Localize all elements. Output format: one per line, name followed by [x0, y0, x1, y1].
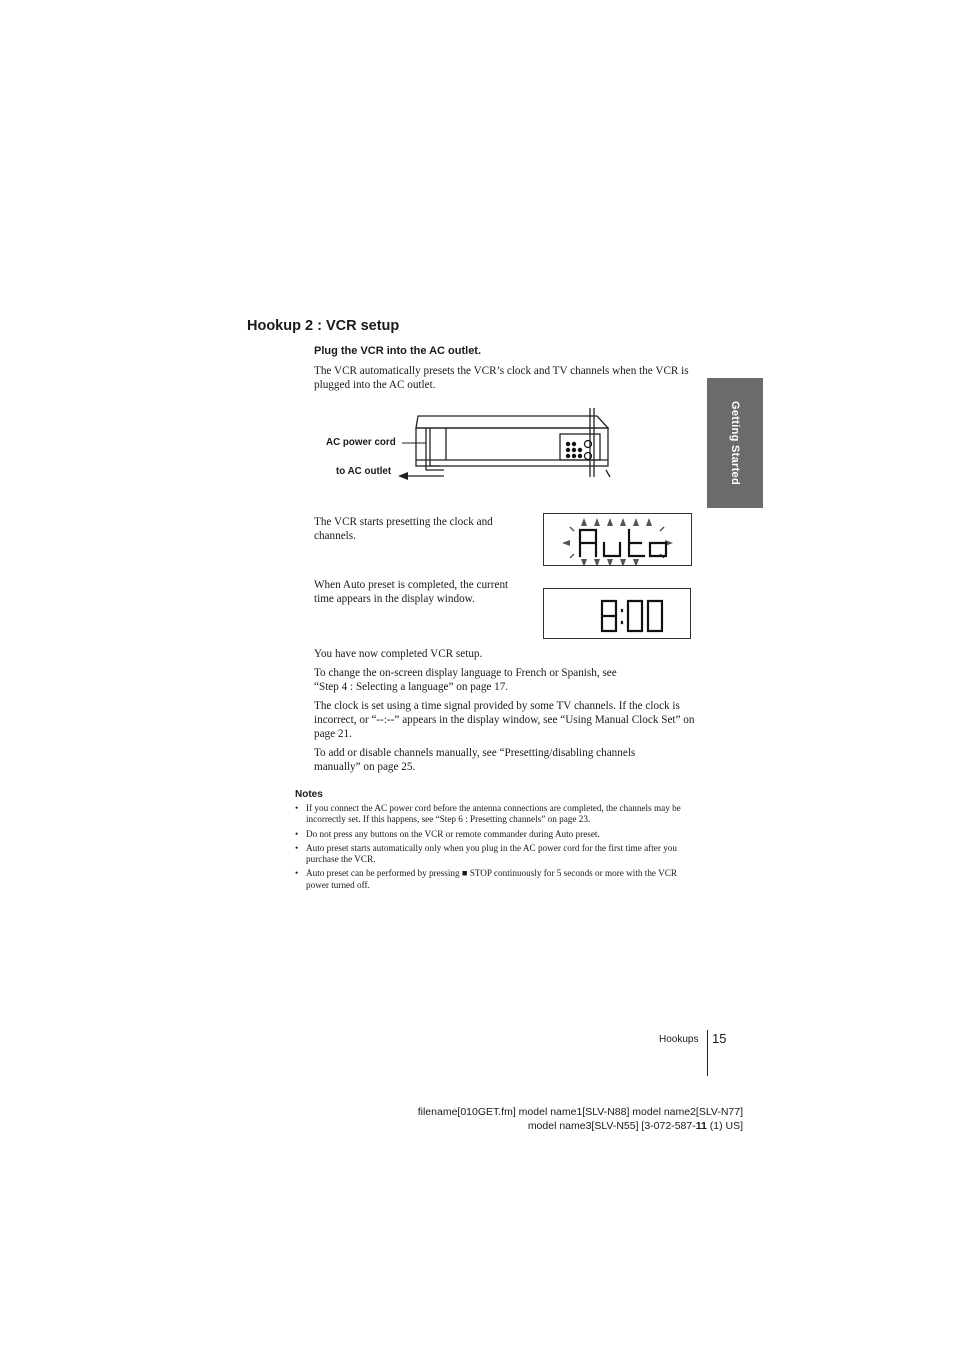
notes-title: Notes: [295, 789, 323, 800]
note-item: • Auto preset can be performed by pressing ■ STOP continuously for 5 seconds or more with the VCR power turned off.: [295, 868, 695, 891]
completion-paragraph: You have now completed VCR setup.: [314, 648, 483, 660]
footer-line-2: [418, 1119, 743, 1133]
page-section-name: Hookups: [659, 1034, 699, 1045]
time-display-graphic: [544, 589, 690, 638]
page-number: 15: [712, 1031, 727, 1046]
step-subheading: Plug the VCR into the AC outlet.: [314, 345, 482, 357]
section-heading: Hookup 2 : VCR setup: [247, 318, 400, 334]
intro-paragraph: The VCR automatically presets the VCR’s clock and TV channels when the VCR is plugged into the AC outlet.: [314, 365, 689, 391]
notes-list: [295, 803, 695, 894]
side-tab-label: Getting Started: [729, 401, 741, 485]
note-item: • If you connect the AC power cord before the antenna connections are completed, the channels may be incorrectly set. If this happens, see “Step 6 : Presetting channels” on page 23.: [295, 803, 695, 826]
time-display-text: When Auto preset is completed, the current time appears in the display window.: [314, 579, 509, 605]
ac-outlet-label: to AC outlet: [336, 466, 392, 477]
footer-line-2-start: model name3[SLV-N55] [3-072-587-: [527, 1120, 696, 1132]
note-item: • Auto preset starts automatically only when you plug in the AC power cord for the first time after you purchase the VCR.: [295, 843, 695, 866]
page-number-divider: [707, 1030, 708, 1076]
language-paragraph: To change the on-screen display language to French or Spanish, see “Step 4 : Selecting a language” on page 17.: [314, 667, 617, 693]
channels-paragraph: To add or disable channels manually, see “Presetting/disabling channels manually” on page 25.: [314, 747, 636, 773]
footer-revision: 11: [695, 1120, 707, 1132]
auto-display-graphic: [544, 514, 691, 565]
clock-paragraph: The clock is set using a time signal provided by some TV channels. If the clock is incorrect, or “--:--” appears in the display window, see “Using Manual Clock Set” on page 21.: [314, 700, 695, 740]
time-display-window: [543, 588, 691, 639]
footer-line-2-end: (1) US]: [706, 1120, 743, 1132]
auto-display-window: [543, 513, 692, 566]
file-footer: [418, 1105, 743, 1133]
ac-power-cord-label: AC power cord: [326, 437, 396, 448]
note-item: • Do not press any buttons on the VCR or remote commander during Auto preset.: [295, 829, 695, 840]
section-side-tab: [707, 378, 763, 508]
auto-preset-text: The VCR starts presetting the clock and channels.: [314, 516, 493, 542]
footer-line-1: filename[010GET.fm] model name1[SLV-N88] model name2[SLV-N77]: [417, 1106, 743, 1118]
